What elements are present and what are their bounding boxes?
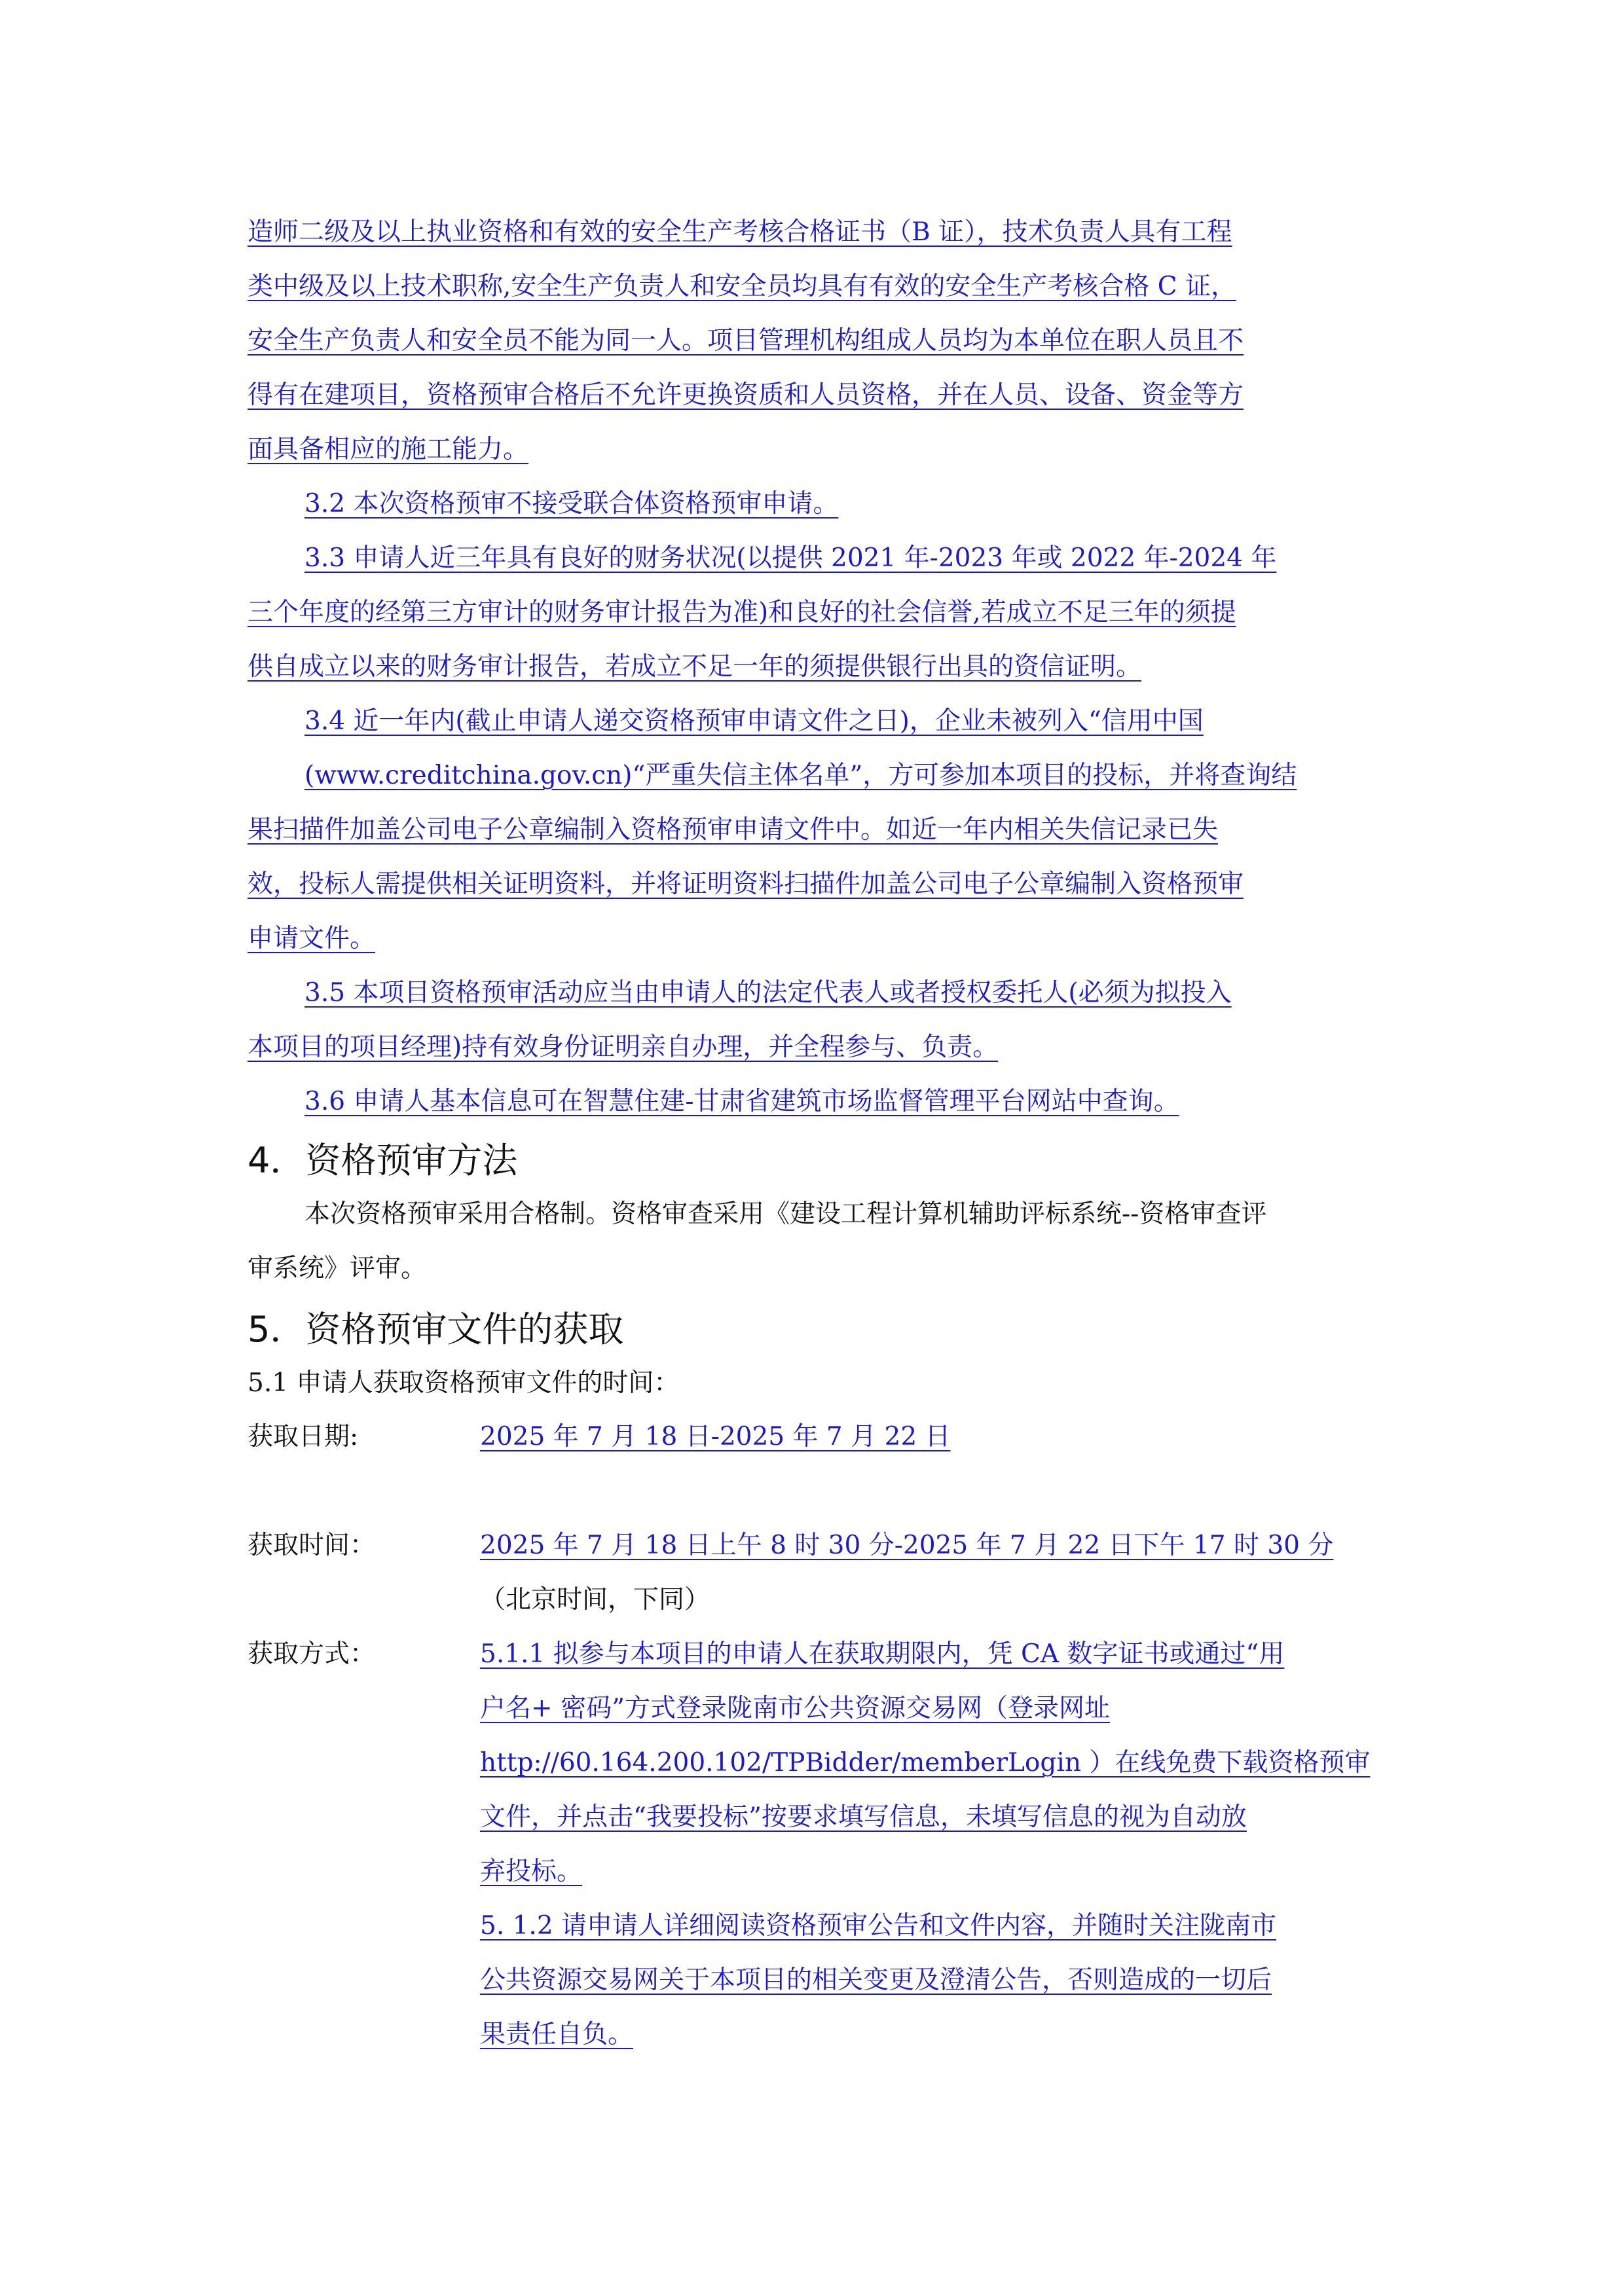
qualification-text-line: 安全生产负责人和安全员不能为同一人。项目管理机构组成人员均为本单位在职人员且不 xyxy=(248,326,1244,355)
item-3-4-line: 3.4 近一年内(截止申请人递交资格预审申请文件之日)，企业未被列入“信用中国 xyxy=(304,706,1204,736)
section-4-text-line: 本次资格预审采用合格制。资格审查采用《建设工程计算机辅助评标系统--资格审查评 xyxy=(304,1199,1267,1229)
method-5-1-2-line: 5. 1.2 请申请人详细阅读资格预审公告和文件内容，并随时关注陇南市 xyxy=(480,1911,1277,1941)
section-4-text-line: 审系统》评审。 xyxy=(248,1254,427,1283)
qualification-text-line: 得有在建项目，资格预审合格后不允许更换资质和人员资格，并在人员、设备、资金等方 xyxy=(248,380,1244,410)
qualification-text-line: 造师二级及以上执业资格和有效的安全生产考核合格证书（B 证），技术负责人具有工程 xyxy=(248,217,1232,247)
item-3-5-line: 本项目的项目经理)持有效身份证明亲自办理，并全程参与、负责。 xyxy=(248,1032,999,1062)
section-5-heading: 5．资格预审文件的获取 xyxy=(248,1309,624,1350)
item-3-3-line: 供自成立以来的财务审计报告，若成立不足一年的须提供银行出具的资信证明。 xyxy=(248,652,1142,682)
item-3-5-line: 3.5 本项目资格预审活动应当由申请人的法定代表人或者授权委托人(必须为拟投入 xyxy=(304,978,1232,1008)
qualification-text-line: 类中级及以上技术职称,安全生产负责人和安全员均具有有效的安全生产考核合格 C 证， xyxy=(248,272,1237,301)
method-5-1-1-line: 5.1.1 拟参与本项目的申请人在获取期限内，凭 CA 数字证书或通过“用 xyxy=(480,1639,1285,1669)
item-3-6: 3.6 申请人基本信息可在智慧住建-甘肃省建筑市场监督管理平台网站中查询。 xyxy=(304,1087,1179,1116)
time-label: 获取时间： xyxy=(248,1531,376,1560)
method-5-1-2-line: 果责任自负。 xyxy=(480,2020,634,2049)
section-4-heading: 4．资格预审方法 xyxy=(248,1140,518,1181)
method-5-1-1-line: 文件，并点击“我要投标”按要求填写信息，未填写信息的视为自动放 xyxy=(480,1802,1247,1832)
method-5-1-1-line: 弃投标。 xyxy=(480,1857,583,1886)
time-note: （北京时间，下同） xyxy=(480,1585,710,1614)
item-3-2: 3.2 本次资格预审不接受联合体资格预审申请。 xyxy=(304,489,839,519)
time-value: 2025 年 7 月 18 日上午 8 时 30 分-2025 年 7 月 22 日下午 17 时 30 分 xyxy=(480,1531,1334,1560)
item-3-4-line: 果扫描件加盖公司电子公章编制入资格预审申请文件中。如近一年内相关失信记录已失 xyxy=(248,815,1219,845)
item-3-4-line: (www.creditchina.gov.cn)“严重失信主体名单”，方可参加本项目的投标，并将查询结 xyxy=(304,761,1297,790)
item-3-4-line: 申请文件。 xyxy=(248,924,376,953)
qualification-text-line: 面具备相应的施工能力。 xyxy=(248,435,529,464)
sub-section-5-1: 5.1 申请人获取资格预审文件的时间： xyxy=(248,1368,680,1398)
date-value: 2025 年 7 月 18 日-2025 年 7 月 22 日 xyxy=(480,1422,951,1451)
method-5-1-2-line: 公共资源交易网关于本项目的相关变更及澄清公告，否则造成的一切后 xyxy=(480,1965,1272,1995)
item-3-4-line: 效，投标人需提供相关证明资料，并将证明资料扫描件加盖公司电子公章编制入资格预审 xyxy=(248,869,1244,899)
item-3-3-line: 三个年度的经第三方审计的财务审计报告为准)和良好的社会信誉,若成立不足三年的须提 xyxy=(248,598,1236,627)
login-url-link[interactable]: http://60.164.200.102/TPBidder/memberLogin ）在线免费下载资格预审 xyxy=(480,1748,1371,1777)
item-3-3-line: 3.3 申请人近三年具有良好的财务状况(以提供 2021 年-2023 年或 2022 年-2024 年 xyxy=(304,543,1277,573)
date-label: 获取日期: xyxy=(248,1422,359,1451)
method-label: 获取方式： xyxy=(248,1639,376,1669)
method-5-1-1-line: 户名+ 密码”方式登录陇南市公共资源交易网（登录网址 xyxy=(480,1694,1111,1723)
